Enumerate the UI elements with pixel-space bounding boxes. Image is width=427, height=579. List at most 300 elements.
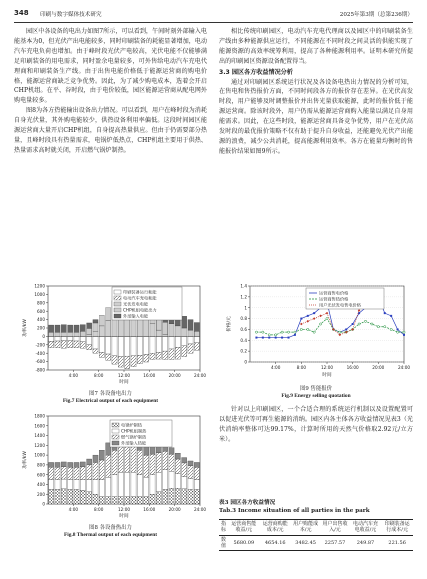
bar-segment: [99, 450, 104, 460]
paragraph: 园区中各设备的电出力如图7所示，可以看到，午间时刻外部输入电能基本为0，但光伏产出电能较多，同时印刷装备的耗能显著增加，电动汽车充电负荷也增加。由于峰时段光伏产电较高，光伏电能不仅能够满足印刷装备的用电需求，同时盈余电量较多，可外售给电动汽车充电代理商和印刷装备生产线。由于出售电能价格低于能源运营商的购电价格，能源运营商缺乏竞争优势。因此，为了减少购电成本，选着会开启CHP机组。在平、谷时段，由于电价较低，园区能源运营商从配电网外购电量较多。: [14, 28, 207, 105]
data-point: [306, 320, 309, 323]
table-cell: 3482.45: [291, 535, 320, 551]
legend-label: 外部输入电能: [123, 313, 149, 319]
x-axis-label: 时间: [119, 514, 129, 519]
bar-segment: [156, 492, 161, 504]
bar-segment: [169, 488, 174, 504]
bar-segment: [194, 331, 199, 336]
table-row: [219, 535, 413, 551]
data-point: [255, 331, 257, 333]
data-point: [300, 318, 302, 320]
y-tick-label: 1.4: [240, 283, 247, 289]
legend-swatch: [112, 441, 119, 445]
y-tick-label: 0.2: [240, 348, 247, 354]
table-header-row: [219, 520, 413, 536]
bar-segment: [131, 472, 136, 496]
legend-label: 用户光伏发电售电价格: [319, 302, 361, 308]
figure-caption-cn: 图7 各设备电出力: [89, 391, 132, 397]
x-axis-label: 时间: [322, 373, 332, 378]
bar-segment: [182, 463, 187, 477]
data-point: [384, 312, 386, 314]
bar-segment: [74, 489, 79, 504]
bar-segment: [99, 480, 104, 497]
bar-segment: [131, 336, 136, 355]
bar-segment: [106, 477, 111, 497]
legend-swatch: [112, 423, 119, 427]
bar-segment: [55, 462, 60, 467]
bar-segment: [61, 332, 66, 336]
bar-segment: [125, 497, 130, 504]
bar-segment: [150, 475, 155, 495]
bar-segment: [87, 492, 92, 504]
bar-segment: [80, 490, 85, 504]
bar-segment: [188, 344, 193, 353]
bar-segment: [106, 455, 111, 477]
data-point: [281, 337, 283, 339]
bar-segment: [106, 354, 111, 360]
y-tick-label: 600: [37, 308, 45, 314]
paragraph: 针对以上印刷园区，一个合适合理的系统运行机制以及设置配置可以促进光伏等可再生能源的消纳。园区内各主体各方收益情况见表3（光伏消纳率整体可达99.17%，计算时所用的天然气价格取2.92元/立方米）。: [219, 406, 413, 443]
y-tick-label: 1800: [34, 413, 45, 419]
bar-segment: [87, 459, 92, 465]
data-point: [288, 337, 290, 339]
left-column-text: [14, 27, 207, 156]
bar-segment: [150, 336, 155, 353]
bar-segment: [68, 336, 73, 340]
data-point: [352, 323, 354, 325]
table-cell: 249.87: [350, 535, 382, 551]
bar-segment: [87, 335, 92, 337]
bar-segment: [137, 497, 142, 504]
bar-segment: [49, 480, 54, 490]
data-point: [307, 328, 309, 330]
legend-swatch: [114, 296, 121, 300]
header-rule: [14, 22, 413, 23]
bar-segment: [150, 454, 155, 475]
bar-segment: [182, 458, 187, 463]
bar-segment: [175, 347, 180, 359]
bar-segment: [156, 453, 161, 473]
data-point: [364, 320, 366, 322]
y-axis-label: 功率/kW: [23, 319, 28, 337]
bar-segment: [125, 445, 130, 472]
bar-segment: [188, 336, 193, 344]
legend: [110, 420, 172, 447]
table-header-cell: 用户出售收入/元: [320, 520, 349, 536]
y-tick-label: 1000: [34, 292, 45, 297]
bar-segment: [74, 325, 79, 332]
bar-segment: [144, 497, 149, 504]
bar-segment: [169, 349, 174, 360]
bar-segment: [194, 489, 199, 504]
bar-segment: [137, 475, 142, 497]
bar-segment: [194, 480, 199, 490]
right-column-text: [219, 27, 413, 157]
x-tick-label: 4:00: [270, 365, 281, 370]
x-tick-label: 20:00: [168, 373, 181, 378]
legend-label: 外部输入热能: [121, 440, 147, 446]
table-cell: 4654.16: [260, 535, 291, 551]
bar-segment: [188, 330, 193, 336]
data-point: [313, 331, 315, 333]
figure-9-chart: [224, 282, 410, 384]
bar-segment: [175, 488, 180, 504]
figure-7-caption: [14, 391, 207, 405]
bar-segment: [182, 316, 187, 328]
bar-segment: [74, 332, 79, 336]
data-point: [275, 334, 277, 336]
bar-segment: [61, 325, 66, 333]
bar-segment: [61, 462, 66, 467]
y-tick-label: 0.6: [240, 327, 247, 333]
income-table: [219, 519, 413, 551]
table-header-cell: 印刷装备运行成本/元: [381, 520, 413, 536]
bar-segment: [87, 323, 92, 328]
x-tick-label: 8:00: [93, 507, 104, 512]
data-point: [262, 331, 264, 333]
y-tick-label: 1: [244, 305, 247, 311]
bar-segment: [150, 353, 155, 359]
paragraph: 通过对印刷园区系统运行状况及各设备电热出力情况的分析可知，在售电和售热报价方面，不同时间段各方的报价存在差异。在光伏高发时段，用户能够及时调整报价并出售光量获取能源，此时的报价低于能源运营商。除该时段外，用户仍需从能源运营商购入能量以满足自身用能需求。因此，在这些时段，能源运营商具备竞争优势，用户在光伏高发时段的最优报价策略不仅有助于提升自身收益，还能避免光伏产出能源的浪费，减少公共消耗，提高能源利用效率。各方在能量均衡时的售能报价结果如图9所示。: [219, 78, 413, 155]
bar-segment: [175, 326, 180, 337]
y-tick-label: -200: [35, 342, 45, 348]
journal-name: 印刷与数字媒体技术研究: [40, 12, 102, 18]
bar-segment: [112, 497, 117, 504]
figure-caption-en: Fig.7 Electrical output of each equipment: [62, 398, 159, 404]
y-tick-label: 200: [37, 325, 45, 331]
bar-segment: [61, 479, 66, 489]
y-axis-label: 价格/元: [227, 316, 232, 332]
y-tick-label: -400: [35, 350, 45, 356]
bar-segment: [137, 355, 142, 363]
bar-segment: [150, 324, 155, 337]
bar-segment: [87, 480, 92, 492]
bar-segment: [93, 462, 98, 479]
bar-segment: [106, 336, 111, 354]
bar-segment: [93, 336, 98, 349]
y-tick-label: -800: [35, 367, 45, 373]
bar-segment: [182, 489, 187, 504]
bar-segment: [131, 356, 136, 367]
legend: [112, 287, 182, 320]
data-point: [377, 326, 379, 328]
bar-segment: [80, 331, 85, 336]
data-point: [300, 323, 303, 326]
bar-segment: [99, 336, 104, 352]
bar-segment: [68, 467, 73, 479]
bar-segment: [194, 323, 199, 332]
bar-segment: [182, 477, 187, 489]
bar-segment: [156, 352, 161, 359]
data-point: [326, 312, 329, 315]
data-point: [255, 337, 257, 339]
bar-segment: [163, 336, 168, 351]
table-header-cell: 用户购能成本/元: [291, 520, 320, 536]
legend-label: 电动汽车充电耗能: [123, 295, 157, 301]
data-point: [294, 331, 296, 333]
y-tick-label: -600: [35, 359, 45, 365]
bar-segment: [93, 494, 98, 504]
y-tick-label: 0: [244, 359, 247, 365]
bar-segment: [80, 336, 85, 341]
figure-9-caption: [219, 386, 413, 400]
data-point: [287, 331, 289, 333]
table-header-cell: 运营商售能收益/元: [228, 520, 259, 536]
bar-segment: [169, 336, 174, 349]
bar-segment: [106, 320, 111, 336]
bar-segment: [156, 336, 161, 352]
y-tick-label: 0: [42, 334, 45, 339]
data-point: [281, 331, 283, 333]
data-point: [390, 328, 392, 330]
data-point: [319, 323, 321, 325]
table-cell: 221.56: [381, 535, 413, 551]
legend-label: 运营商售热价格: [319, 296, 349, 302]
bar-segment: [112, 336, 117, 355]
bar-segment: [194, 467, 199, 479]
figure-caption-cn: 图9 售能报价: [299, 386, 333, 392]
bar-segment: [61, 467, 66, 479]
bar-segment: [175, 474, 180, 489]
bar-segment: [194, 343, 199, 351]
x-tick-label: 8:00: [93, 373, 104, 378]
bar-segment: [156, 330, 161, 336]
legend-label: CHP机组电能出力: [123, 307, 157, 313]
x-tick-label: 16:00: [143, 507, 156, 512]
table-cell: 数值: [219, 535, 228, 551]
legend-label: 电锅炉制热: [121, 422, 142, 428]
y-tick-label: 200: [37, 491, 45, 497]
bar-segment: [99, 497, 104, 504]
legend-label: CHP机组制热: [121, 428, 147, 434]
bar-segment: [118, 472, 123, 496]
bar-segment: [118, 357, 123, 368]
bar-segment: [49, 489, 54, 504]
legend-label: 燃气锅炉制热: [121, 434, 147, 440]
right-column-text-2: [219, 405, 413, 445]
bar-segment: [112, 475, 117, 497]
bar-segment: [68, 332, 73, 336]
y-tick-label: 400: [37, 317, 45, 323]
bar-segment: [144, 477, 149, 497]
x-tick-label: 12:00: [117, 507, 131, 512]
page-number: 348: [14, 9, 29, 17]
x-tick-label: 20:00: [372, 365, 385, 370]
bar-segment: [112, 450, 117, 474]
data-point: [358, 323, 360, 325]
bar-segment: [118, 336, 123, 356]
y-tick-label: 800: [37, 462, 45, 468]
y-tick-label: 1200: [34, 442, 45, 448]
y-tick-label: 1400: [34, 433, 45, 439]
bar-segment: [188, 479, 193, 490]
legend-label: 运营商售电价格: [319, 290, 349, 296]
x-tick-label: 24:00: [397, 365, 410, 370]
bar-segment: [80, 467, 85, 480]
figure-7-chart: [20, 282, 206, 390]
data-point: [371, 323, 373, 325]
y-tick-label: 1600: [34, 423, 45, 429]
legend: [306, 288, 384, 309]
table-cell: 5680.09: [228, 535, 259, 551]
bar-segment: [93, 349, 98, 353]
bar-segment: [93, 331, 98, 336]
bar-segment: [163, 322, 168, 335]
bar-segment: [169, 454, 174, 471]
data-point: [300, 328, 302, 330]
bar-segment: [175, 453, 180, 459]
bar-segment: [74, 467, 79, 479]
y-tick-label: 1.2: [240, 294, 247, 300]
bar-segment: [55, 341, 60, 348]
bar-segment: [144, 455, 149, 477]
bar-segment: [163, 470, 168, 490]
data-point: [339, 331, 341, 333]
x-tick-label: 24:00: [193, 507, 206, 512]
legend-swatch: [114, 290, 121, 294]
bar-segment: [93, 455, 98, 462]
bar-segment: [163, 489, 168, 504]
bar-segment: [74, 341, 79, 348]
bar-segment: [188, 461, 193, 466]
table-caption-en: Tab.3 Income situation of all parties in the park: [219, 507, 370, 514]
figure-8-chart: [20, 412, 206, 524]
bar-segment: [80, 462, 85, 467]
paragraph: 相比传统印刷园区，电动汽车充电代理商以及园区中的印刷装备生产线由多种能源供应运行，不同能源在不同时段之间灵活的供能实现了能源资源的高效率统筹利用，提高了各种能源利用率。证明本研究所提出的印刷园区资源设备配置得当。: [219, 28, 413, 65]
bar-segment: [163, 451, 168, 470]
bar-segment: [175, 459, 180, 474]
bar-segment: [80, 342, 85, 348]
bar-segment: [80, 480, 85, 491]
data-point: [390, 315, 392, 317]
table-header-cell: 电动汽车充电收益/元: [350, 520, 382, 536]
bar-segment: [118, 445, 123, 472]
data-point: [358, 309, 361, 312]
bar-segment: [188, 489, 193, 504]
section-heading: 3.3 园区各方收益情况分析: [219, 68, 293, 76]
bar-segment: [87, 345, 92, 350]
bar-segment: [61, 336, 66, 340]
bar-segment: [99, 460, 104, 480]
table-caption-cn: 表3 园区各方收益情况: [219, 500, 276, 506]
data-point: [319, 315, 322, 318]
bar-segment: [144, 336, 149, 354]
data-point: [403, 334, 405, 336]
data-point: [396, 331, 398, 333]
x-tick-label: 4:00: [68, 373, 79, 378]
bar-segment: [68, 489, 73, 504]
x-axis-label: 时间: [119, 380, 129, 385]
bar-segment: [144, 354, 149, 362]
legend-swatch: [112, 429, 119, 433]
series-line: [301, 310, 359, 334]
bar-segment: [87, 328, 92, 334]
bar-segment: [144, 318, 149, 337]
x-tick-label: 4:00: [68, 507, 79, 512]
bar-segment: [87, 465, 92, 480]
bar-segment: [68, 325, 73, 332]
x-tick-label: 20:00: [168, 507, 181, 512]
bar-segment: [169, 448, 174, 454]
bar-segment: [137, 336, 142, 355]
bar-segment: [49, 462, 54, 467]
bar-segment: [169, 324, 174, 337]
figure-caption-en: Fig.8 Thermal output of each equipment: [63, 532, 158, 538]
bar-segment: [169, 471, 174, 488]
bar-segment: [55, 336, 60, 341]
bar-segment: [163, 335, 168, 337]
table-cell: 2257.57: [320, 535, 349, 551]
bar-segment: [118, 497, 123, 504]
table-header-cell: 运营商购能成本/元: [260, 520, 291, 536]
bar-segment: [99, 315, 104, 326]
bar-segment: [93, 480, 98, 495]
bar-segment: [125, 336, 130, 356]
bar-segment: [150, 494, 155, 504]
bar-segment: [188, 466, 193, 479]
figure-caption-cn: 图8 各设备热出力: [89, 525, 132, 531]
figure-8-caption: [14, 525, 207, 539]
bar-segment: [80, 325, 85, 332]
data-point: [397, 328, 399, 330]
y-tick-label: 400: [37, 482, 45, 488]
bar-segment: [87, 336, 92, 344]
bar-segment: [194, 336, 199, 342]
bar-segment: [131, 497, 136, 504]
bar-segment: [49, 336, 54, 341]
x-tick-label: 12:00: [320, 365, 334, 370]
data-point: [268, 334, 270, 336]
y-tick-label: 1000: [34, 452, 45, 458]
y-tick-label: 600: [37, 472, 45, 478]
x-tick-label: 24:00: [193, 373, 206, 378]
bar-segment: [55, 489, 60, 504]
legend-swatch: [114, 302, 121, 306]
bar-segment: [131, 445, 136, 472]
figure-caption-en: Fig.9 Energy selling quotation: [281, 393, 351, 399]
bar-segment: [55, 332, 60, 336]
bar-segment: [99, 326, 104, 337]
data-point: [384, 326, 386, 328]
bar-segment: [49, 341, 54, 347]
y-tick-label: 800: [37, 300, 45, 306]
bar-segment: [74, 336, 79, 341]
bar-segment: [93, 323, 98, 331]
legend-label: 光伏发电电能: [123, 301, 149, 307]
y-tick-label: 0.4: [240, 337, 247, 343]
bar-segment: [93, 320, 98, 323]
y-tick-label: 1200: [34, 283, 45, 289]
bar-segment: [125, 472, 130, 496]
table-3-caption: [219, 500, 413, 515]
x-tick-label: 16:00: [143, 373, 156, 378]
bar-segment: [68, 480, 73, 490]
bar-segment: [182, 328, 187, 336]
data-point: [313, 312, 315, 314]
data-point: [275, 337, 277, 339]
bar-segment: [137, 450, 142, 474]
bar-segment: [55, 325, 60, 332]
paragraph: 图8为各方热能输出设备出力情况。可以看到，用户在峰时段为消耗自身光伏量，其外购电能较少，供热设备利用率偏低。这段时间园区能源运营商大量开启CHP机组，自身提高热量供应。但由于仍需要部分热量，且峰时段具有热量需求，电锅炉低热点，CHP机组主要用于供热、热量需求高时就关闭，开启燃气锅炉制热。: [14, 107, 207, 154]
bar-segment: [175, 336, 180, 347]
issue-info: 2025年第3期（总第236期）: [339, 12, 413, 18]
data-point: [313, 317, 316, 320]
data-point: [307, 315, 309, 317]
bar-segment: [68, 341, 73, 348]
table-header-cell: 指标: [219, 520, 228, 536]
bar-segment: [61, 489, 66, 504]
data-point: [268, 337, 270, 339]
